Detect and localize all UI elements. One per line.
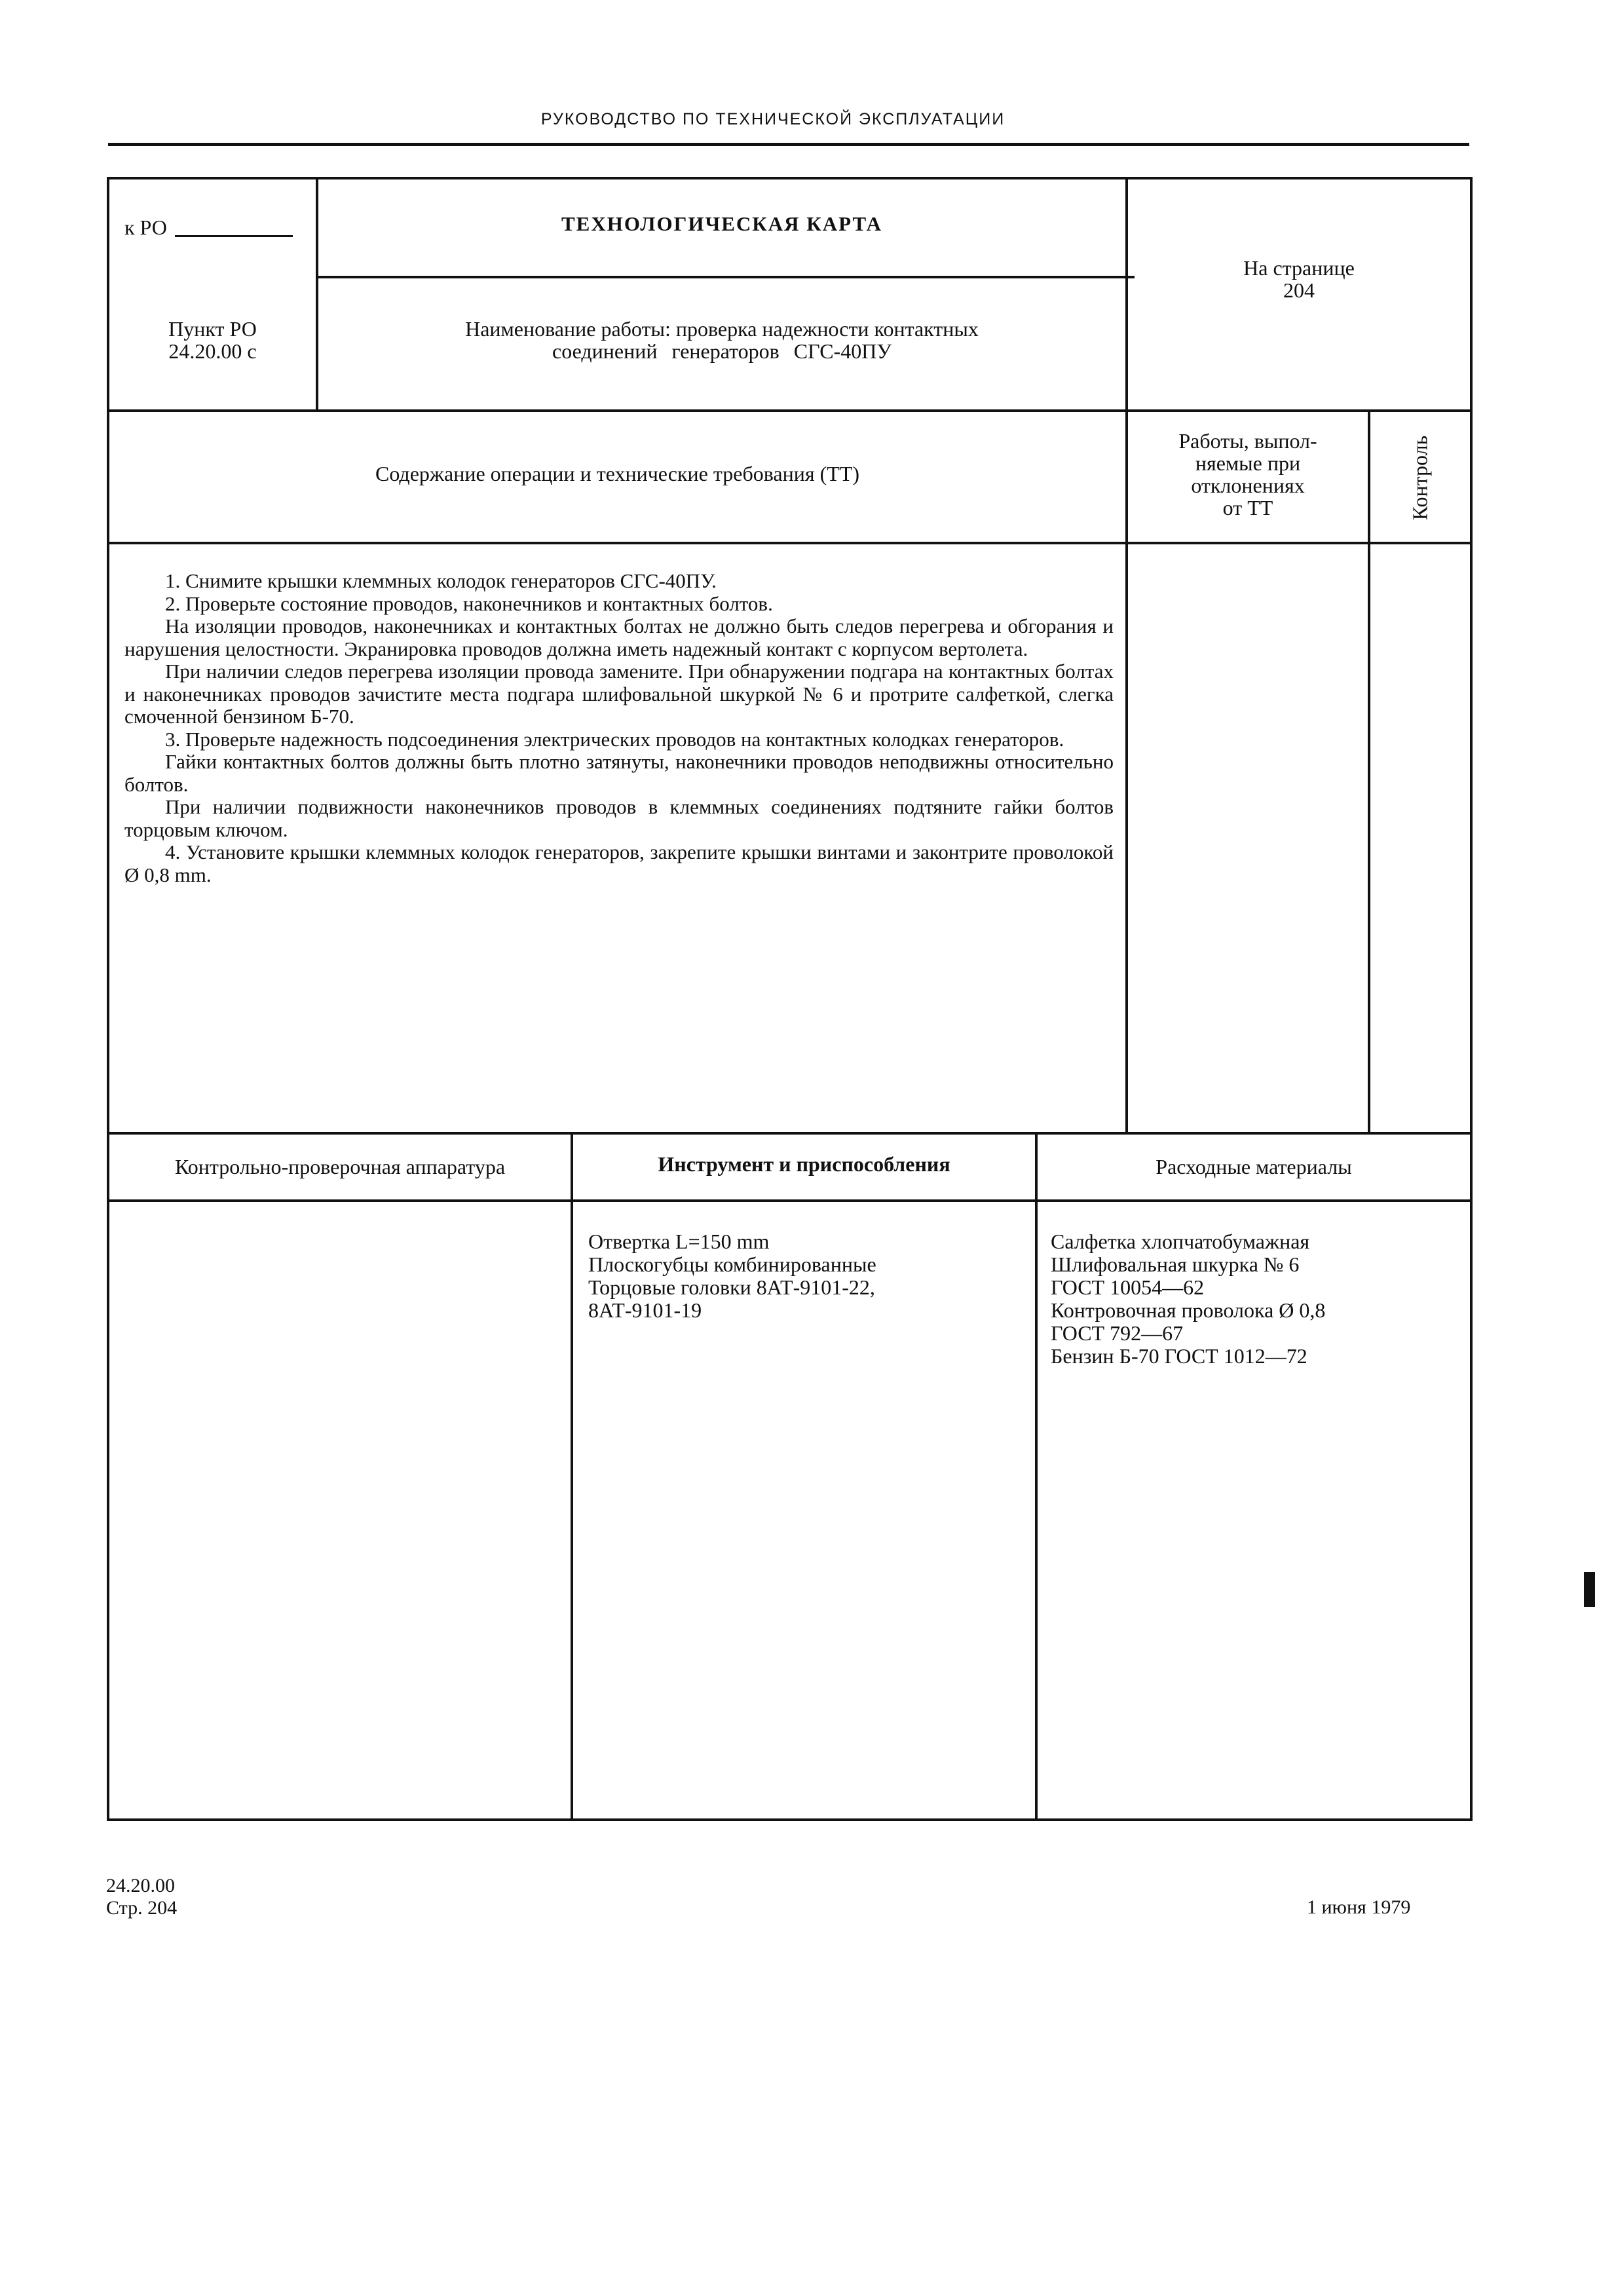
page-label: На странице [1243,256,1355,280]
page-column-divider [1125,177,1128,1135]
tools-column-header: Инструмент и приспособления [658,1152,950,1176]
columns-row-bottom-border [108,542,1473,544]
list-item: Контровочная проволока Ø 0,8 [1051,1298,1326,1322]
header-divider [108,143,1469,146]
deviations-header-line2: няемые при [1195,451,1301,475]
bottom-column-divider-1 [571,1132,573,1821]
content-step-4: 4. Установите крышки клеммных колодок генераторов, закрепите крышки винтами и законтрите проволокой Ø 0,8 mm. [124,840,1114,886]
control-column-divider [1368,409,1370,1135]
content-step-1: 1. Снимите крышки клеммных колодок генераторов СГС-40ПУ. [165,569,717,592]
bottom-header-row-border [108,1199,1473,1202]
title-row-divider [316,276,1135,278]
ref-label: к РО [124,216,167,239]
card-title: ТЕХНОЛОГИЧЕСКАЯ КАРТА [561,212,882,235]
item-label: Пункт РО [168,317,257,341]
deviations-header-line3: отклонениях [1191,474,1305,497]
list-item: Салфетка хлопчатобумажная [1051,1230,1310,1253]
bottom-column-divider-2 [1035,1132,1038,1821]
list-item: Плоскогубцы комбинированные [588,1252,876,1276]
footer-code: 24.20.00 [106,1875,175,1896]
table-bottom-border [108,1818,1473,1821]
content-column-header: Содержание операции и технические требования (ТТ) [375,462,859,485]
content-step-3: 3. Проверьте надежность подсоединения электрических проводов на контактных колодках генераторов. [165,727,1064,751]
item-number: 24.20.00 с [168,339,257,363]
content-requirement-4: При наличии подвижности наконечников проводов в клеммных соединениях подтяните гайки болтов торцовым ключом. [124,795,1114,841]
document-header-title: РУКОВОДСТВО ПО ТЕХНИЧЕСКОЙ ЭКСПЛУАТАЦИИ [540,110,1005,128]
ref-cell [124,216,293,238]
content-row-bottom-border [108,1132,1473,1135]
footer-date: 1 июня 1979 [1307,1896,1411,1918]
list-item: Торцовые головки 8АТ-9101-22, [588,1275,875,1299]
operation-content [124,570,1114,886]
control-column-header: Контроль [1408,435,1432,521]
page-cell [1128,257,1470,301]
list-item: Отвертка L=150 mm [588,1230,770,1253]
deviations-header-line1: Работы, выпол- [1178,429,1317,453]
materials-column-header: Расходные материалы [1156,1155,1352,1178]
deviations-column-header [1128,430,1368,519]
list-item: ГОСТ 792—67 [1051,1321,1184,1345]
list-item: Шлифовальная шкурка № 6 [1051,1252,1300,1276]
page-number: 204 [1283,278,1315,302]
work-name-line1: Наименование работы: проверка надежности контактных [465,317,979,341]
table-left-border [107,177,109,1821]
materials-list [1051,1230,1325,1368]
equipment-column-header: Контрольно-проверочная аппаратура [174,1155,506,1178]
table-top-border [108,177,1473,179]
list-item: Бензин Б-70 ГОСТ 1012—72 [1051,1344,1307,1368]
content-requirement-2: При наличии следов перегрева изоляции провода замените. При обнаружении подгара на контактных болтах и наконечниках проводов зачистите места подгара шлифовальной шкуркой № 6 и протрите салфеткой, слегка смоченной бензином Б-70. [124,660,1114,728]
header-row-bottom-border [108,409,1473,412]
footer-page: Стр. 204 [106,1897,178,1919]
table-right-border [1470,177,1473,1821]
list-item: 8АТ-9101-19 [588,1298,702,1322]
margin-mark [1584,1572,1595,1607]
list-item: ГОСТ 10054—62 [1051,1275,1205,1299]
work-name-cell [318,318,1125,362]
ref-blank-line [175,235,293,237]
footer-left [106,1875,177,1919]
content-requirement-1: На изоляции проводов, наконечниках и контактных болтах не должно быть следов перегрева и обгорания и нарушения целостности. Экранировка проводов должна иметь надежный контакт с корпусом вертолета. [124,614,1114,660]
deviations-header-line4: от ТТ [1222,496,1273,519]
tools-list [588,1230,876,1322]
work-name-line2: соединений генераторов СГС-40ПУ [552,339,892,363]
header-left-column-divider [316,177,318,412]
content-requirement-3: Гайки контактных болтов должны быть плотно затянуты, наконечники проводов неподвижны относительно болтов. [124,750,1114,796]
content-step-2: 2. Проверьте состояние проводов, наконечников и контактных болтов. [165,592,773,615]
item-cell [109,318,316,362]
